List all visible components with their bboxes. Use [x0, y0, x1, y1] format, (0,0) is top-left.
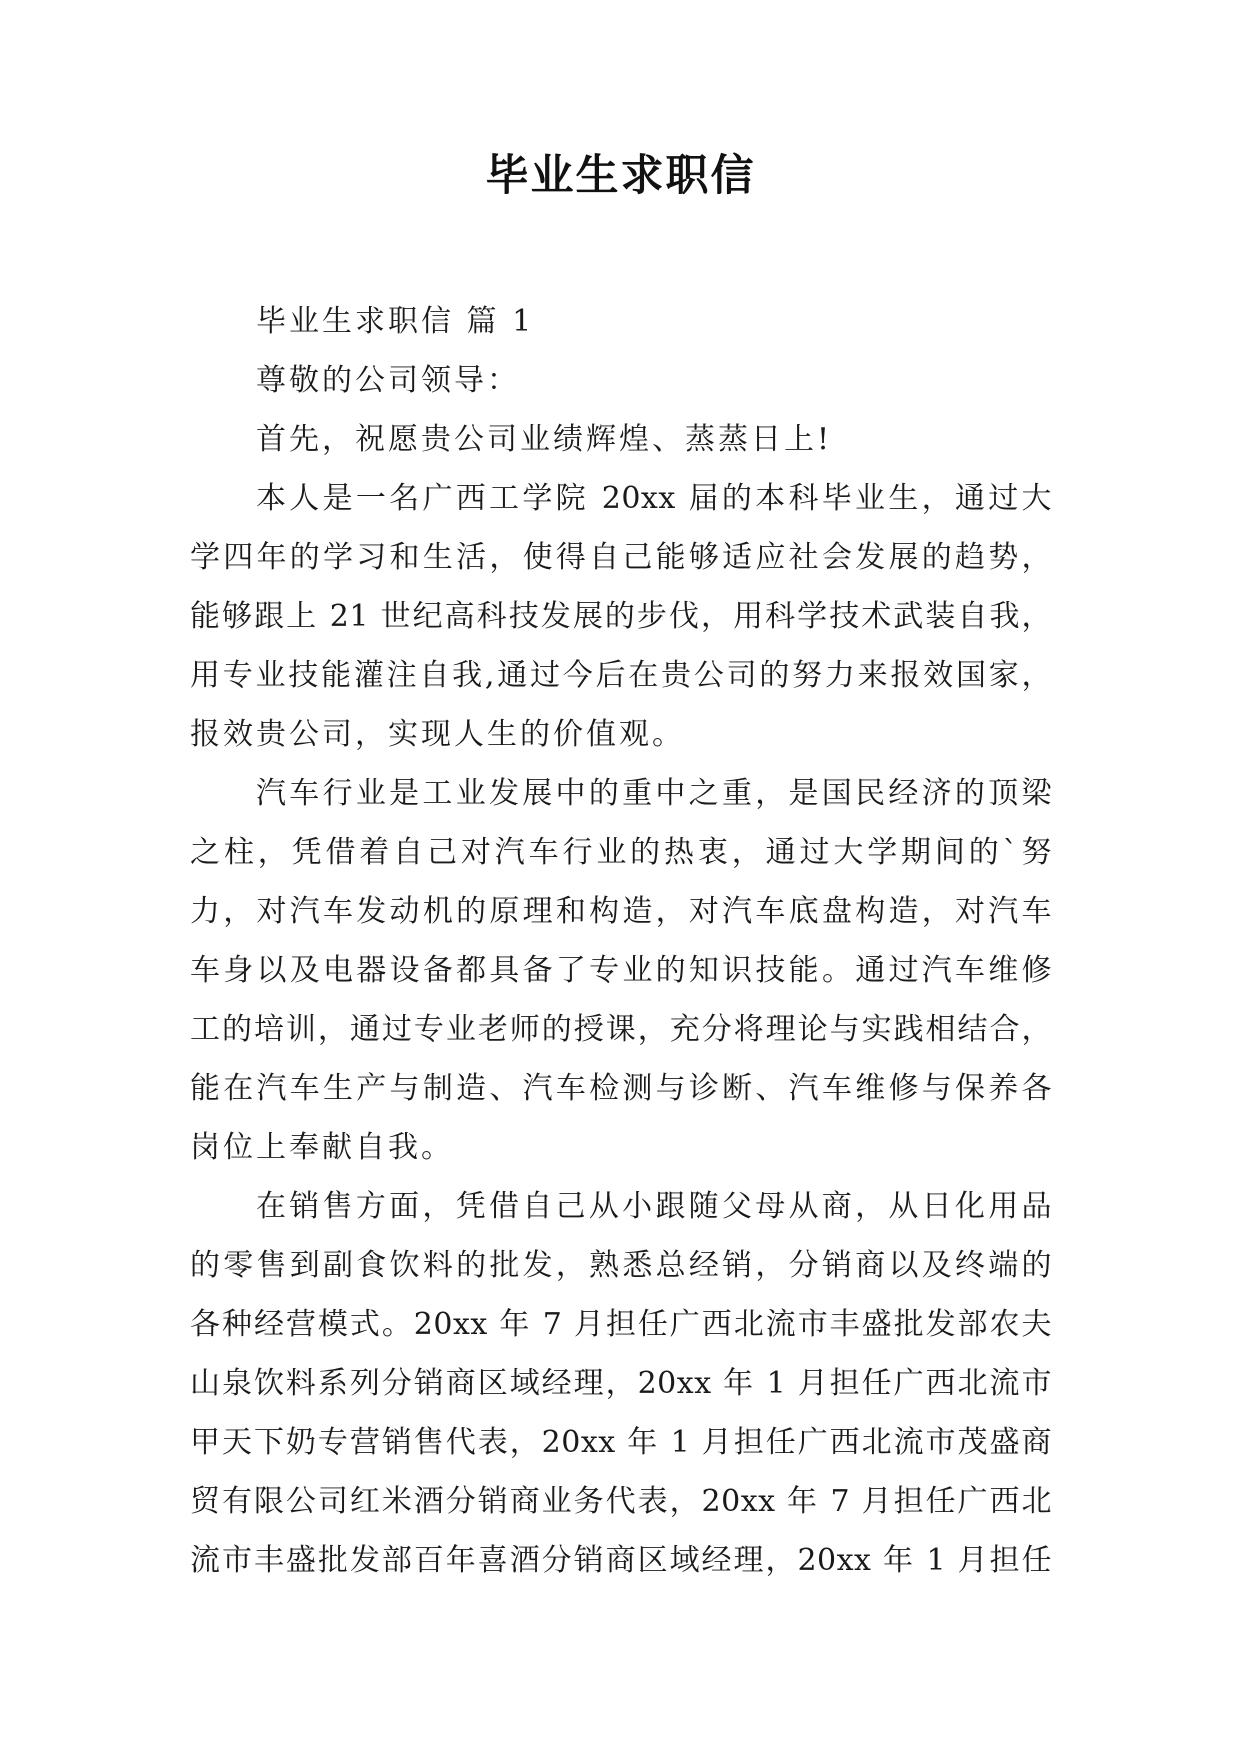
- paragraph-line: 报效贵公司，实现人生的价值观。: [190, 717, 685, 752]
- paragraph-line: 贸有限公司红米酒分销商业务代表，20xx 年 7 月担任广西北: [190, 1484, 1052, 1519]
- section-heading: 毕业生求职信 篇 1: [256, 304, 535, 339]
- document-title: 毕业生求职信: [485, 151, 756, 201]
- paragraph-line: 工的培训，通过专业老师的授课，充分将理论与实践相结合，: [190, 1012, 1052, 1047]
- paragraph-line: 学四年的学习和生活，使得自己能够适应社会发展的趋势，: [190, 540, 1052, 575]
- paragraph-line: 的零售到副食饮料的批发，熟悉总经销，分销商以及终端的: [190, 1248, 1052, 1283]
- salutation: 尊敬的公司领导：: [256, 363, 520, 398]
- paragraph-line: 之柱，凭借着自己对汽车行业的热衷，通过大学期间的`努: [190, 835, 1052, 870]
- paragraph-line: 山泉饮料系列分销商区域经理，20xx 年 1 月担任广西北流市: [190, 1366, 1052, 1401]
- paragraph-line: 在销售方面，凭借自己从小跟随父母从商，从日化用品: [256, 1189, 1052, 1224]
- paragraph-line: 岗位上奉献自我。: [190, 1130, 454, 1165]
- paragraph-line: 本人是一名广西工学院 20xx 届的本科毕业生，通过大: [256, 481, 1052, 516]
- document-body: [190, 292, 1052, 1590]
- greeting-line: 首先，祝愿贵公司业绩辉煌、蒸蒸日上!: [256, 422, 833, 457]
- paragraph-line: 各种经营模式。20xx 年 7 月担任广西北流市丰盛批发部农夫: [190, 1307, 1052, 1342]
- paragraph-line: 能在汽车生产与制造、汽车检测与诊断、汽车维修与保养各: [190, 1071, 1052, 1106]
- paragraph-line: 汽车行业是工业发展中的重中之重，是国民经济的顶梁: [256, 776, 1052, 811]
- paragraph-line: 流市丰盛批发部百年喜酒分销商区域经理，20xx 年 1 月担任: [190, 1543, 1052, 1578]
- paragraph-line: 用专业技能灌注自我,通过今后在贵公司的努力来报效国家，: [190, 658, 1052, 693]
- paragraph-line: 能够跟上 21 世纪高科技发展的步伐，用科学技术武装自我，: [190, 599, 1052, 634]
- paragraph-line: 车身以及电器设备都具备了专业的知识技能。通过汽车维修: [190, 953, 1052, 988]
- paragraph-line: 甲天下奶专营销售代表，20xx 年 1 月担任广西北流市茂盛商: [190, 1425, 1052, 1460]
- paragraph-line: 力，对汽车发动机的原理和构造，对汽车底盘构造，对汽车: [190, 894, 1052, 929]
